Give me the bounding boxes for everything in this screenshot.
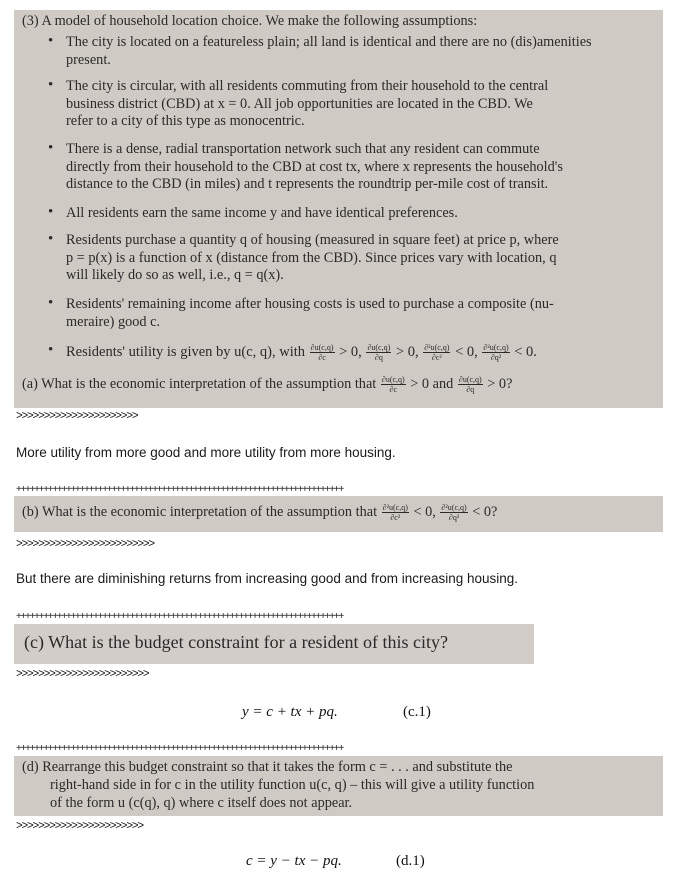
fraction-du-dc: $\frac{\partial u(c,q)}{\partial c}$ — [310, 343, 334, 362]
question-d-line: right-hand side in for c in the utility function u(c, q) – this will give a utility function — [50, 777, 535, 793]
equation-label-c1: (c.1) — [403, 704, 431, 720]
question-d-scan — [14, 756, 663, 816]
assumption-housing-purchase — [66, 232, 654, 285]
question-b-end: < 0? — [472, 503, 498, 520]
assumption-utility-function — [66, 343, 654, 362]
assumption-line: • All residents earn the same income y and have identical preferences. — [66, 205, 458, 221]
assumption-circular-city — [66, 78, 654, 131]
fraction-d2u-dq2: $\frac{\text{∂²u(c,q)}}{\text{∂q²}}$ — [483, 343, 509, 362]
condition: < 0, — [455, 343, 478, 360]
assumption-line: directly from their household to the CBD at cost tx, where x represents the household's — [66, 158, 563, 175]
assumption-line: present. — [66, 51, 111, 68]
assumption-line: • The city is located on a featureless plain; all land is identical and there are no (dis)amenities — [66, 34, 592, 50]
separator-arrows: >>>>>>>>>>>>>>>>>>>>>>> — [16, 820, 143, 832]
question-a-end: > 0? — [487, 375, 513, 392]
assumption-transport-network — [66, 141, 654, 194]
fraction-d2u-dc2: $\frac{\text{∂²u(c,q)}}{\text{∂c²}}$ — [382, 503, 408, 522]
equation-label-d1: (d.1) — [396, 853, 425, 869]
question-b — [22, 503, 497, 522]
equation-c1: y = c + tx + pq. — [242, 704, 338, 720]
question-a-mid: > 0 and — [410, 375, 454, 392]
separator-plus: ++++++++++++++++++++++++++++++++++++++++++++++++++++++++++++++++++++++++ — [16, 484, 343, 495]
assumption-line: business district (CBD) at x = 0. All job opportunities are located in the CBD. We — [66, 95, 533, 112]
answer-a: More utility from more good and more utility from more housing. — [16, 445, 396, 460]
question-c-text: (c) What is the budget constraint for a resident of this city? — [24, 632, 449, 652]
condition: < 0. — [514, 343, 537, 360]
question-d-line: of the form u (c(q), q) where c itself does not appear. — [50, 795, 353, 811]
question-b-scan — [14, 496, 663, 532]
separator-arrows: >>>>>>>>>>>>>>>>>>>>>>>>> — [16, 538, 154, 550]
assumption-composite-good — [66, 296, 654, 331]
assumption-line: • The city is circular, with all residents commuting from their household to the central — [66, 78, 549, 94]
question-a — [22, 375, 512, 394]
assumption-line: refer to a city of this type as monocentric. — [66, 113, 305, 130]
equation-d1: c = y − tx − pq. — [246, 853, 342, 869]
condition: > 0, — [395, 343, 419, 360]
assumption-line: will likely do so as well, i.e., q = q(x). — [66, 267, 284, 284]
question-b-mid: < 0, — [413, 503, 436, 520]
assumption-line: • Residents purchase a quantity q of housing (measured in square feet) at price p, where — [66, 232, 559, 248]
fraction-du-dq: $\frac{\partial u(c,q)}{\partial q}$ — [458, 375, 482, 394]
utility-text: Residents' utility is given by u(c, q), with — [66, 343, 306, 360]
assumption-same-income — [66, 205, 654, 223]
separator-plus: ++++++++++++++++++++++++++++++++++++++++++++++++++++++++++++++++++++++++ — [16, 611, 343, 622]
assumption-featureless-plain — [66, 34, 654, 69]
question-b-text: (b) What is the economic interpretation of the assumption that — [22, 503, 378, 520]
question-d-line: (d) Rearrange this budget constraint so that it takes the form c = . . . and substitute the — [22, 759, 513, 775]
question-a-text: (a) What is the economic interpretation of the assumption that — [22, 375, 377, 392]
assumption-line: • Residents' remaining income after housing costs is used to purchase a composite (nu- — [66, 296, 554, 312]
assumption-line: • There is a dense, radial transportation network such that any resident can commute — [66, 141, 540, 157]
separator-arrows: >>>>>>>>>>>>>>>>>>>>>> — [16, 410, 138, 422]
assumption-line: meraire) good c. — [66, 313, 161, 330]
assumption-line: distance to the CBD (in miles) and t represents the roundtrip per-mile cost of transit. — [66, 176, 549, 193]
problem-intro: (3) A model of household location choice. We make the following assumptions: — [22, 13, 478, 29]
separator-plus: ++++++++++++++++++++++++++++++++++++++++++++++++++++++++++++++++++++++++ — [16, 743, 343, 754]
fraction-d2u-dc2: $\frac{\text{∂²u(c,q)}}{\text{∂c²}}$ — [424, 343, 450, 362]
separator-arrows: >>>>>>>>>>>>>>>>>>>>>>>> — [16, 668, 149, 680]
assumptions-scan — [14, 10, 663, 408]
assumption-line: p = p(x) is a function of x (distance from the CBD). Since prices vary with location, q — [66, 249, 557, 266]
fraction-du-dq: $\frac{\partial u(c,q)}{\partial q}$ — [367, 343, 391, 362]
fraction-d2u-dq2: $\frac{\text{∂²u(c,q)}}{\text{∂q²}}$ — [441, 503, 467, 522]
fraction-du-dc: $\frac{\partial u(c,q)}{\partial c}$ — [381, 375, 405, 394]
question-c-scan — [14, 624, 534, 664]
condition: > 0, — [339, 343, 362, 360]
answer-b: But there are diminishing returns from increasing good and from increasing housing. — [16, 571, 519, 586]
